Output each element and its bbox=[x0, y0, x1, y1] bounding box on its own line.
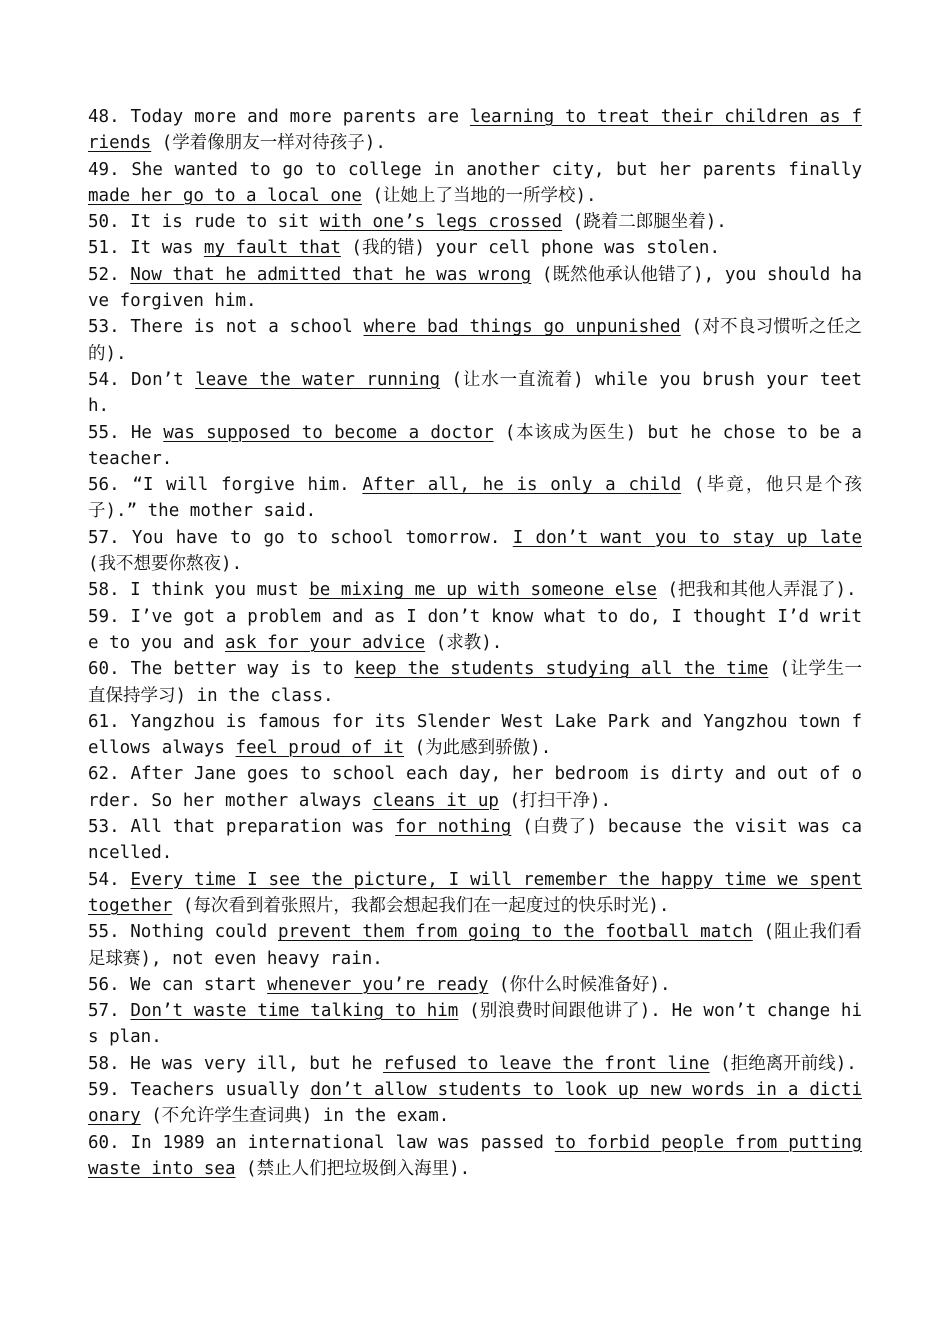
exercise-sentence bbox=[88, 919, 862, 972]
sentence-text: 57. You have to go to school tomorrow. bbox=[88, 527, 513, 548]
sentence-text: (学着像朋友一样对待孩子). bbox=[151, 133, 386, 154]
exercise-sentence bbox=[88, 604, 862, 657]
sentence-text: 54. Don’t bbox=[88, 369, 196, 390]
answer-phrase: keep the students studying all the time bbox=[354, 659, 769, 680]
answer-phrase: for nothing bbox=[395, 817, 512, 838]
exercise-sentence bbox=[88, 1051, 862, 1077]
sentence-text: (打扫干净). bbox=[498, 790, 612, 811]
sentence-text: (把我和其他人弄混了). bbox=[656, 580, 857, 601]
sentence-text: (对不良习惯听之任之的). bbox=[88, 317, 863, 364]
sentence-text: (让她上了当地的一所学校). bbox=[361, 185, 597, 206]
exercise-sentence bbox=[88, 235, 862, 261]
exercise-sentence bbox=[88, 314, 862, 367]
answer-phrase: with one’s legs crossed bbox=[319, 212, 563, 233]
sentence-text: (你什么时候准备好). bbox=[488, 974, 671, 995]
exercise-sentence bbox=[88, 709, 862, 762]
exercise-sentence bbox=[88, 1130, 862, 1183]
sentence-text: 54. bbox=[88, 869, 131, 890]
answer-phrase: don’t allow students to look up new words in a dictionary bbox=[88, 1079, 862, 1127]
sentence-text: 49. She wanted to go to college in another city, but her parents finally bbox=[88, 159, 862, 180]
answer-phrase: whenever you’re ready bbox=[267, 974, 489, 995]
answer-phrase: my fault that bbox=[203, 238, 341, 259]
sentence-text: (白费了) because the visit was cancelled. bbox=[88, 817, 862, 864]
sentence-text: (毕竟，他只是个孩子).” the mother said. bbox=[88, 475, 862, 522]
exercise-sentence bbox=[88, 420, 862, 473]
answer-phrase: Don’t waste time talking to him bbox=[130, 1001, 459, 1022]
sentence-text: (阻止我们看足球赛), not even heavy rain. bbox=[88, 922, 862, 969]
sentence-text: 52. bbox=[88, 264, 131, 285]
answer-phrase: Now that he admitted that he was wrong bbox=[130, 264, 532, 285]
answer-phrase: Every time I see the picture, I will remember the happy time we spent together bbox=[88, 869, 862, 916]
sentence-text: 56. “I will forgive him. bbox=[88, 475, 363, 496]
sentence-text: (既然他承认他错了), you should have forgiven him. bbox=[88, 264, 862, 312]
exercise-sentence bbox=[88, 262, 862, 315]
sentence-text: 59. Teachers usually bbox=[88, 1079, 311, 1100]
sentence-text: 60. In 1989 an international law was passed bbox=[88, 1132, 555, 1153]
exercise-sentence bbox=[88, 998, 862, 1051]
answer-phrase: leave the water running bbox=[195, 369, 441, 390]
answer-phrase: ask for your advice bbox=[224, 632, 426, 653]
exercise-sentence bbox=[88, 472, 862, 525]
sentence-text: 56. We can start bbox=[88, 974, 268, 995]
exercise-sentence bbox=[88, 1077, 862, 1130]
sentence-text: 58. I think you must bbox=[88, 580, 310, 601]
exercise-sentence bbox=[88, 656, 862, 709]
answer-phrase: made her go to a local one bbox=[88, 185, 362, 206]
sentence-text: 55. Nothing could bbox=[88, 922, 278, 943]
answer-phrase: where bad things go unpunished bbox=[363, 317, 681, 338]
answer-phrase: I don’t want you to stay up late bbox=[512, 527, 862, 548]
sentence-text: (拒绝离开前线). bbox=[709, 1053, 857, 1074]
answer-phrase: be mixing me up with someone else bbox=[309, 580, 657, 601]
exercise-sentence bbox=[88, 157, 862, 210]
sentence-text: 57. bbox=[88, 1001, 131, 1022]
exercise-sentence bbox=[88, 761, 862, 814]
exercise-sentence bbox=[88, 104, 862, 157]
sentence-text: (让水一直流着) while you brush your teeth. bbox=[88, 369, 863, 417]
sentence-text: 51. It was bbox=[88, 238, 204, 259]
sentence-text: 61. Yangzhou is famous for its Slender West Lake Park and Yangzhou town fellows always bbox=[88, 711, 862, 759]
sentence-text: 53. All that preparation was bbox=[88, 817, 396, 838]
sentence-text: (每次看到着张照片，我都会想起我们在一起度过的快乐时光). bbox=[172, 895, 670, 916]
sentence-text: (不允许学生查词典) in the exam. bbox=[140, 1106, 450, 1127]
sentence-text: 48. Today more and more parents are bbox=[88, 107, 470, 127]
exercise-sentence bbox=[88, 867, 862, 920]
sentence-text: 58. He was very ill, but he bbox=[88, 1053, 384, 1074]
sentence-text: 53. There is not a school bbox=[88, 317, 364, 338]
sentence-text: 60. The better way is to bbox=[88, 659, 355, 680]
sentence-text: (我不想要你熬夜). bbox=[88, 554, 243, 575]
exercise-sentence bbox=[88, 972, 862, 998]
answer-phrase: After all, he is only a child bbox=[362, 475, 682, 496]
answer-phrase: cleans it up bbox=[372, 790, 499, 811]
exercise-sentence bbox=[88, 209, 862, 235]
answer-phrase: refused to leave the front line bbox=[383, 1053, 710, 1074]
answer-phrase: to forbid people from putting waste into sea bbox=[88, 1132, 862, 1179]
answer-phrase: learning to treat their children as friends bbox=[88, 107, 862, 154]
sentence-text: 62. After Jane goes to school each day, her bedroom is dirty and out of order. So her mother always bbox=[88, 764, 862, 811]
sentence-text: (别浪费时间跟他讲了). He won’t change his plan. bbox=[88, 1001, 862, 1048]
sentence-text: (为此感到骄傲). bbox=[404, 738, 552, 759]
answer-phrase: feel proud of it bbox=[235, 738, 405, 759]
answer-phrase: was supposed to become a doctor bbox=[163, 422, 494, 443]
exercise-sentence bbox=[88, 367, 862, 420]
sentence-text: (跷着二郎腿坐着). bbox=[562, 212, 727, 233]
sentence-text: (求教). bbox=[425, 632, 503, 653]
sentence-text: (禁止人们把垃圾倒入海里). bbox=[235, 1158, 471, 1179]
document-body bbox=[88, 104, 862, 1182]
exercise-sentence bbox=[88, 577, 862, 603]
exercise-sentence bbox=[88, 525, 862, 578]
answer-phrase: prevent them from going to the football match bbox=[277, 922, 753, 943]
sentence-text: 59. I’ve got a problem and as I don’t know what to do, I thought I’d write to you and bbox=[88, 606, 862, 653]
sentence-text: 55. He bbox=[88, 422, 164, 443]
sentence-text: 50. It is rude to sit bbox=[88, 212, 320, 233]
exercise-sentence bbox=[88, 814, 862, 867]
sentence-text: (本该成为医生) but he chose to be a teacher. bbox=[88, 422, 862, 469]
sentence-text: (让学生一直保持学习) in the class. bbox=[88, 659, 862, 706]
sentence-text: (我的错) your cell phone was stolen. bbox=[340, 238, 720, 259]
